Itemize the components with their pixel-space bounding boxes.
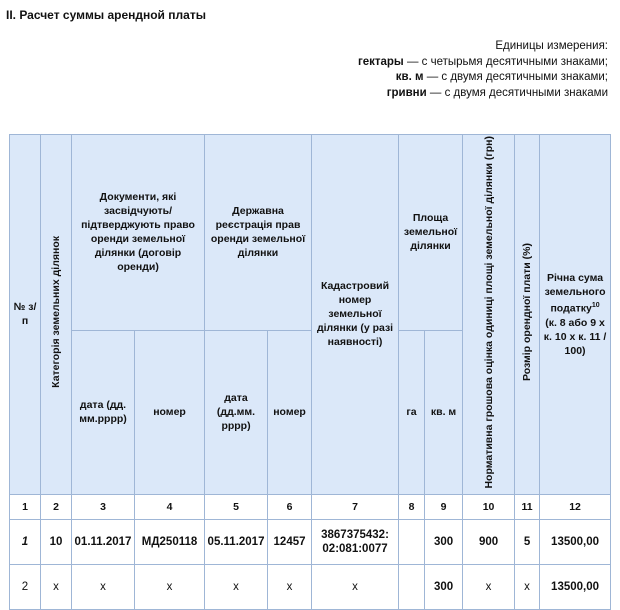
section-title: II. Расчет суммы арендной платы	[6, 8, 206, 22]
header-docs-date: дата (дд. мм.рррр)	[72, 330, 135, 494]
units-line-sqm: кв. м — с двумя десятичными знаками;	[395, 71, 608, 83]
units-heading: Единицы измерения:	[495, 40, 608, 52]
header-area: Площа земельної ділянки	[399, 135, 463, 331]
units-line-hryvnia: гривни — с двумя десятичными знаками	[386, 86, 608, 99]
units-line-hectares: гектары — с четырьмя десятичными знаками;	[357, 55, 608, 68]
units-block	[358, 39, 608, 101]
header-number: № з/п	[10, 135, 41, 495]
header-reg-number: номер	[268, 330, 312, 494]
column-numbers-row: 1 2 3 4 5 6 7 8 9 10 11 12	[10, 494, 611, 519]
header-documents: Документи, які засвідчують/ підтверджують право оренди земельної ділянки (договір оренди)	[72, 135, 205, 331]
header-rent-rate: Розмір орендної плати (%)	[515, 135, 540, 495]
header-reg-date: дата (дд.мм. рррр)	[205, 330, 268, 494]
rent-calculation-table	[9, 134, 611, 610]
table-row: 2 х х х х х х 300 х х 13500,00	[10, 564, 611, 609]
table-row: 1 10 01.11.2017 МД250118 05.11.2017 12457 3867375432: 02:081:0077 300 900 5 13500,00	[10, 519, 611, 564]
header-annual-sum: Річна сума земельного податку$^{10}$ (к. 8 або 9 х к. 10 х к. 11 / 100)	[540, 135, 611, 495]
header-valuation: Нормативна грошова оцінка одиниці площі земельної ділянки (грн)	[463, 135, 515, 495]
header-area-sqm: кв. м	[425, 330, 463, 494]
header-area-ha: га	[399, 330, 425, 494]
header-docs-number: номер	[135, 330, 205, 494]
header-category: Категорія земельних ділянок	[41, 135, 72, 495]
header-registration: Державна реєстрація прав оренди земельної ділянки	[205, 135, 312, 331]
header-cadastre: Кадастровий номер земельної ділянки (у разі наявності)	[312, 135, 399, 495]
